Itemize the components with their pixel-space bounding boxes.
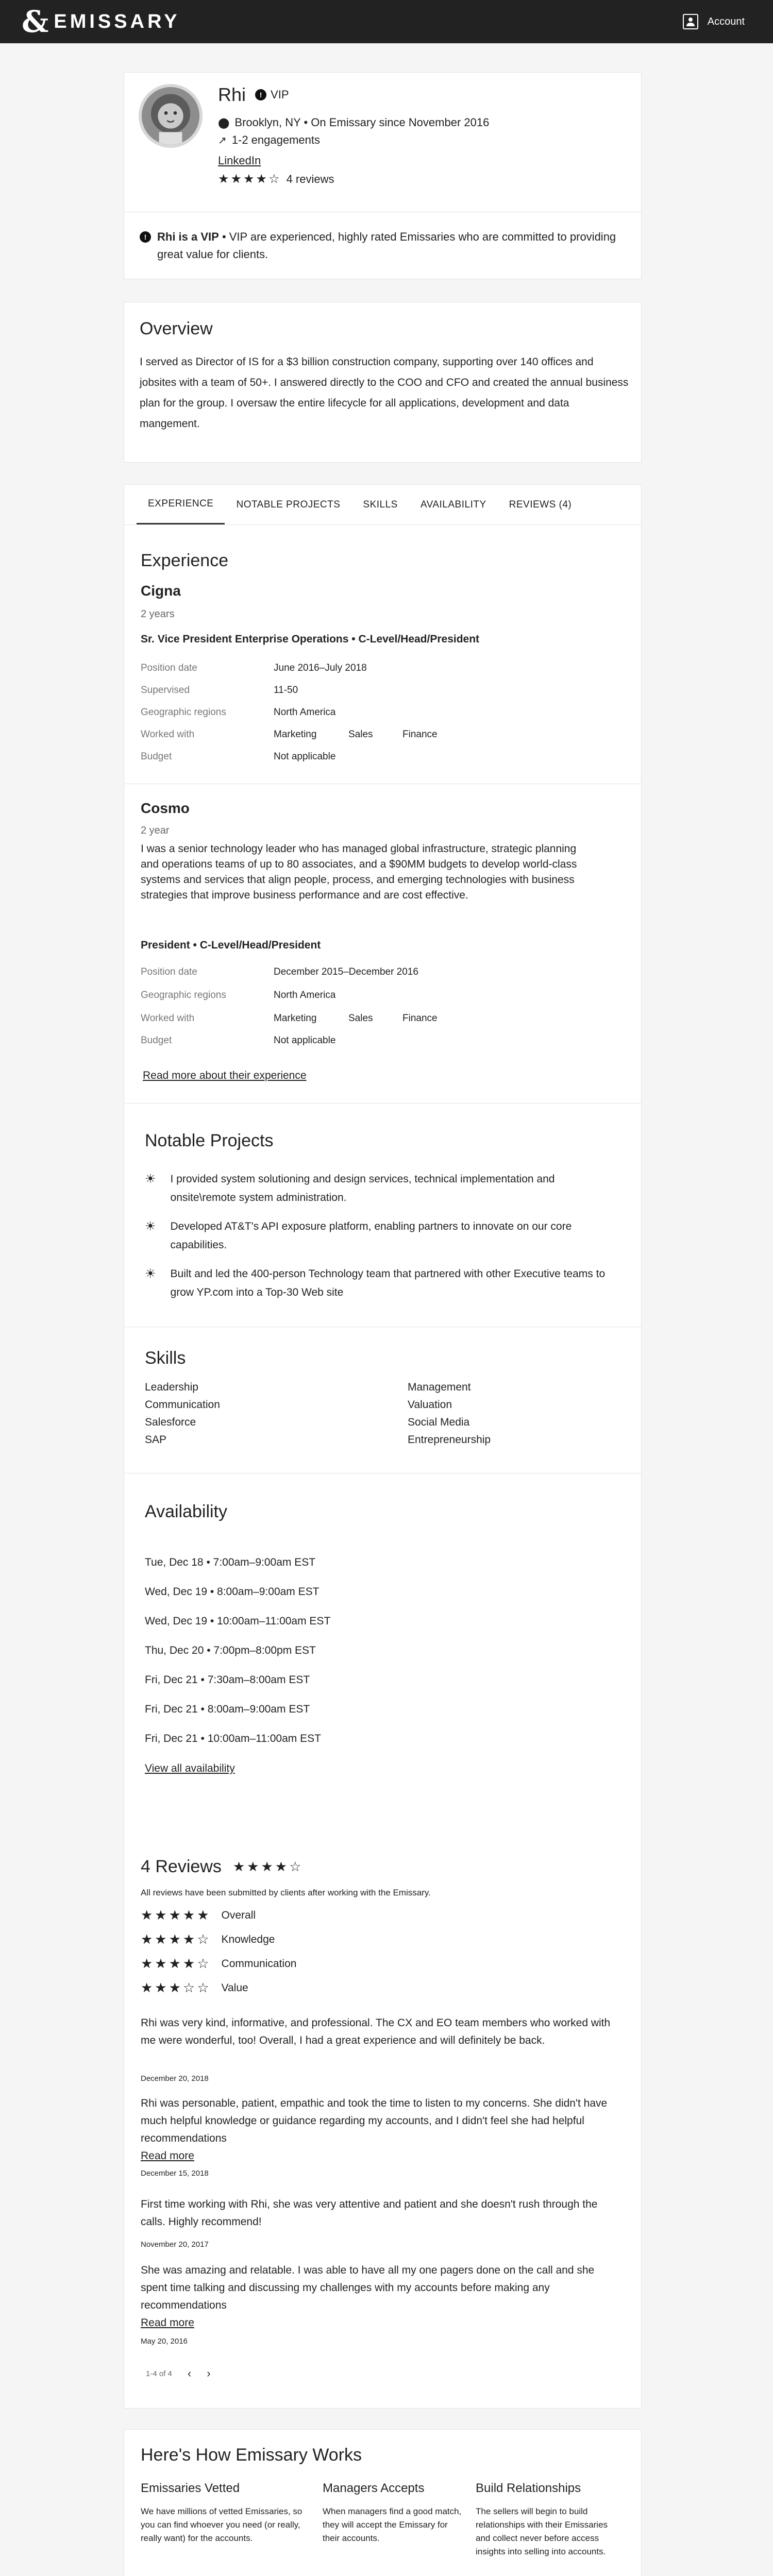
rating-stars: ★★★★★ [141,1907,211,1923]
vip-badge-label: VIP [271,88,289,101]
job-description: I was a senior technology leader who has managed global infrastructure, strategic planning and operations teams of up to 80 associates, and a $90MM budgets to develop world-class systems and services that align people, process, and emerging technologies with business strategies that improve business performance and are cost effective. [141,843,577,901]
reviews-section [124,1824,642,2409]
field-label: Position date [141,663,197,673]
rating-label: Knowledge [221,1933,275,1945]
rating-label: Communication [221,1957,297,1970]
field-label: Supervised [141,685,190,696]
tab-skills[interactable]: SKILLS [363,499,398,510]
availability-slot[interactable]: Fri, Dec 21 • 8:00am–9:00am EST [145,1703,310,1715]
review-date: November 20, 2017 [141,2240,209,2249]
rating-stars: ★★★★☆ [141,1931,211,1947]
job-duration: 2 years [141,608,175,620]
chevron-left-icon[interactable]: ‹ [187,2367,192,2380]
skill-item: Leadership [145,1381,198,1393]
rating-stars: ★★★☆☆ [141,1980,211,1995]
rating-breakdown-row [141,1907,256,1923]
worked-with-value: Sales [348,1013,373,1024]
profile-location-text: Brooklyn, NY • On Emissary since November 2016 [234,116,490,129]
reviews-pagination [146,2367,211,2380]
project-item [145,1170,609,1207]
tab-reviews[interactable]: REVIEWS (4) [509,499,572,510]
linkedin-link[interactable]: LinkedIn [218,154,261,167]
field-label: Worked with [141,729,195,740]
sun-icon: ☀ [145,1172,156,1186]
project-item [145,1265,609,1302]
profile-location [218,116,489,129]
emissary-logo[interactable] [22,4,180,39]
avatar [139,84,203,148]
section-tabs [124,485,641,525]
project-text: I provided system solutioning and design services, technical implementation and onsite\remote system administration. [170,1173,555,1204]
profile-name-row [218,84,289,106]
reviews-title: 4 Reviews [141,1857,222,1876]
vip-note-rest: • VIP are experienced, highly rated Emissaries who are committed to providing great value for clients. [157,230,616,261]
divider [124,1103,641,1104]
top-bar [0,0,773,43]
skill-item: Salesforce [145,1416,196,1428]
job-company: Cigna [141,583,181,599]
rating-breakdown-row [141,1931,275,1947]
skill-item: Entrepreneurship [408,1434,491,1446]
rating-breakdown-row [141,1956,296,1972]
job-duration: 2 year [141,825,170,836]
skill-item: Valuation [408,1399,452,1411]
tab-notable-projects[interactable]: NOTABLE PROJECTS [236,499,341,510]
skills-title: Skills [145,1348,186,1368]
step-body: We have millions of vetted Emissaries, so you can find whoever you need (or really, really want) for the accounts. [141,2506,303,2543]
availability-slot[interactable]: Thu, Dec 20 • 7:00pm–8:00pm EST [145,1645,316,1656]
tab-experience[interactable]: EXPERIENCE [137,485,225,524]
review-date: December 20, 2018 [141,2074,209,2083]
main-details-card [124,484,642,1852]
notable-projects-title: Notable Projects [145,1131,274,1150]
how-it-works-step [323,2481,467,2545]
chevron-right-icon[interactable]: › [207,2367,211,2380]
field-label: Geographic regions [141,990,226,1001]
review-date: December 15, 2018 [141,2169,209,2178]
reviews-header [141,1857,303,1877]
reviews-note: All reviews have been submitted by clients after working with the Emissary. [141,1888,431,1897]
location-pin-icon: ⬤ [218,117,230,129]
worked-with-value: Finance [402,729,438,740]
worked-with-value: Marketing [274,1013,317,1024]
profile-engagements [218,133,320,147]
how-it-works-step [476,2481,620,2558]
rating-breakdown-row [141,1980,248,1996]
sun-icon: ☀ [145,1219,156,1233]
overview-body: I served as Director of IS for a $3 billion construction company, supporting over 140 offices and jobsites with a team of 50+. I answered directly to the COO and CFO and created the annual business plan for the group. I oversaw the entire lifecycle for all applications, development and data mangement. [140,356,629,430]
pagination-range: 1-4 of 4 [146,2369,172,2378]
vip-badge [255,88,289,101]
how-it-works-card [124,2429,642,2576]
budget-value: Not applicable [274,1035,336,1046]
availability-slot[interactable]: Wed, Dec 19 • 8:00am–9:00am EST [145,1586,320,1598]
regions-value: North America [274,990,336,1001]
overview-title: Overview [140,319,213,338]
step-title: Build Relationships [476,2481,581,2495]
budget-value: Not applicable [274,751,336,762]
logo-ampersand: & [22,4,49,39]
rating-label: Value [221,1981,248,1994]
review-text: Rhi was very kind, informative, and professional. The CX and EO team members who worked with me were wonderful, too! Overall, I had a great experience and will definitely be back. [141,2017,611,2046]
position-date: June 2016–July 2018 [274,663,367,673]
review-date: May 20, 2016 [141,2337,188,2346]
review-read-more-link[interactable]: Read more [141,2150,194,2162]
vip-note-bold: Rhi is a VIP [157,230,219,243]
vip-note [140,228,629,263]
vip-note-text [157,228,629,263]
field-label: Position date [141,967,197,977]
availability-slot[interactable]: Tue, Dec 18 • 7:00am–9:00am EST [145,1556,316,1568]
experience-title: Experience [141,551,229,570]
review-text: Rhi was personable, patient, empathic and took the time to listen to my concerns. She didn't have much helpful knowledge or guidance regarding my accounts, and I didn't feel she had helpful recommendations [141,2097,608,2144]
skill-item: Communication [145,1399,220,1411]
reviews-title-stars: ★★★★☆ [232,1859,304,1874]
profile-card [124,72,642,279]
skill-item: Management [408,1381,471,1393]
project-text: Built and led the 400-person Technology team that partnered with other Executive teams to grow YP.com into a Top-30 Web site [170,1268,606,1298]
rating-stars: ★★★★☆ [141,1956,211,1971]
availability-slot[interactable]: Fri, Dec 21 • 7:30am–8:00am EST [145,1674,310,1686]
availability-slot[interactable]: Fri, Dec 21 • 10:00am–11:00am EST [145,1733,321,1744]
worked-with-value: Marketing [274,729,317,740]
availability-title: Availability [145,1502,228,1521]
supervised-value: 11-50 [274,685,298,696]
account-icon [683,14,698,29]
info-icon: ! [140,231,151,243]
field-label: Geographic regions [141,707,226,718]
sun-icon: ☀ [145,1267,156,1281]
rating-label: Overall [221,1909,256,1921]
how-it-works-title: Here's How Emissary Works [141,2445,362,2465]
worked-with-value: Sales [348,729,373,740]
profile-name: Rhi [218,84,246,105]
project-item [145,1217,609,1255]
reviews-count[interactable]: 4 reviews [286,172,334,185]
skill-item: SAP [145,1434,167,1446]
review-text: First time working with Rhi, she was very attentive and patient and she doesn't rush through the calls. Highly recommend! [141,2198,598,2228]
view-all-availability-link[interactable]: View all availability [145,1762,235,1774]
trending-up-icon: ↗ [218,134,227,146]
account-menu[interactable] [683,14,745,29]
job-role: President • C-Level/Head/President [141,939,321,951]
field-label: Worked with [141,1013,195,1024]
step-body: The sellers will begin to build relationships with their Emissaries and collect never before access insights into selling into accounts. [476,2506,608,2556]
position-date: December 2015–December 2016 [274,967,418,977]
overview-card [124,302,642,463]
profile-rating [218,172,334,187]
logo-text: EMISSARY [54,10,180,32]
read-more-experience-link[interactable]: Read more about their experience [143,1070,307,1081]
availability-slot[interactable]: Wed, Dec 19 • 10:00am–11:00am EST [145,1615,331,1627]
account-label: Account [707,15,745,27]
how-it-works-step [141,2481,306,2545]
review-read-more-link[interactable]: Read more [141,2317,194,2329]
review-text: She was amazing and relatable. I was able to have all my one pagers done on the call and she spent time talking and discussing my challenges with my accounts before making any recommendations [141,2264,595,2311]
tab-availability[interactable]: AVAILABILITY [420,499,486,510]
job-company: Cosmo [141,800,190,816]
rating-stars: ★★★★☆ [218,172,281,186]
regions-value: North America [274,707,336,718]
step-body: When managers find a good match, they will accept the Emissary for their accounts. [323,2506,462,2543]
job-role: Sr. Vice President Enterprise Operations • C-Level/Head/President [141,633,480,645]
project-text: Developed AT&T's API exposure platform, enabling partners to innovate on our core capabilities. [170,1221,572,1251]
step-title: Emissaries Vetted [141,2481,240,2495]
avatar-lion-image [142,87,199,145]
field-label: Budget [141,751,172,762]
field-label: Budget [141,1035,172,1046]
info-icon: ! [255,89,266,100]
profile-engagements-text: 1-2 engagements [231,133,320,146]
step-title: Managers Accepts [323,2481,425,2495]
worked-with-value: Finance [402,1013,438,1024]
skill-item: Social Media [408,1416,470,1428]
